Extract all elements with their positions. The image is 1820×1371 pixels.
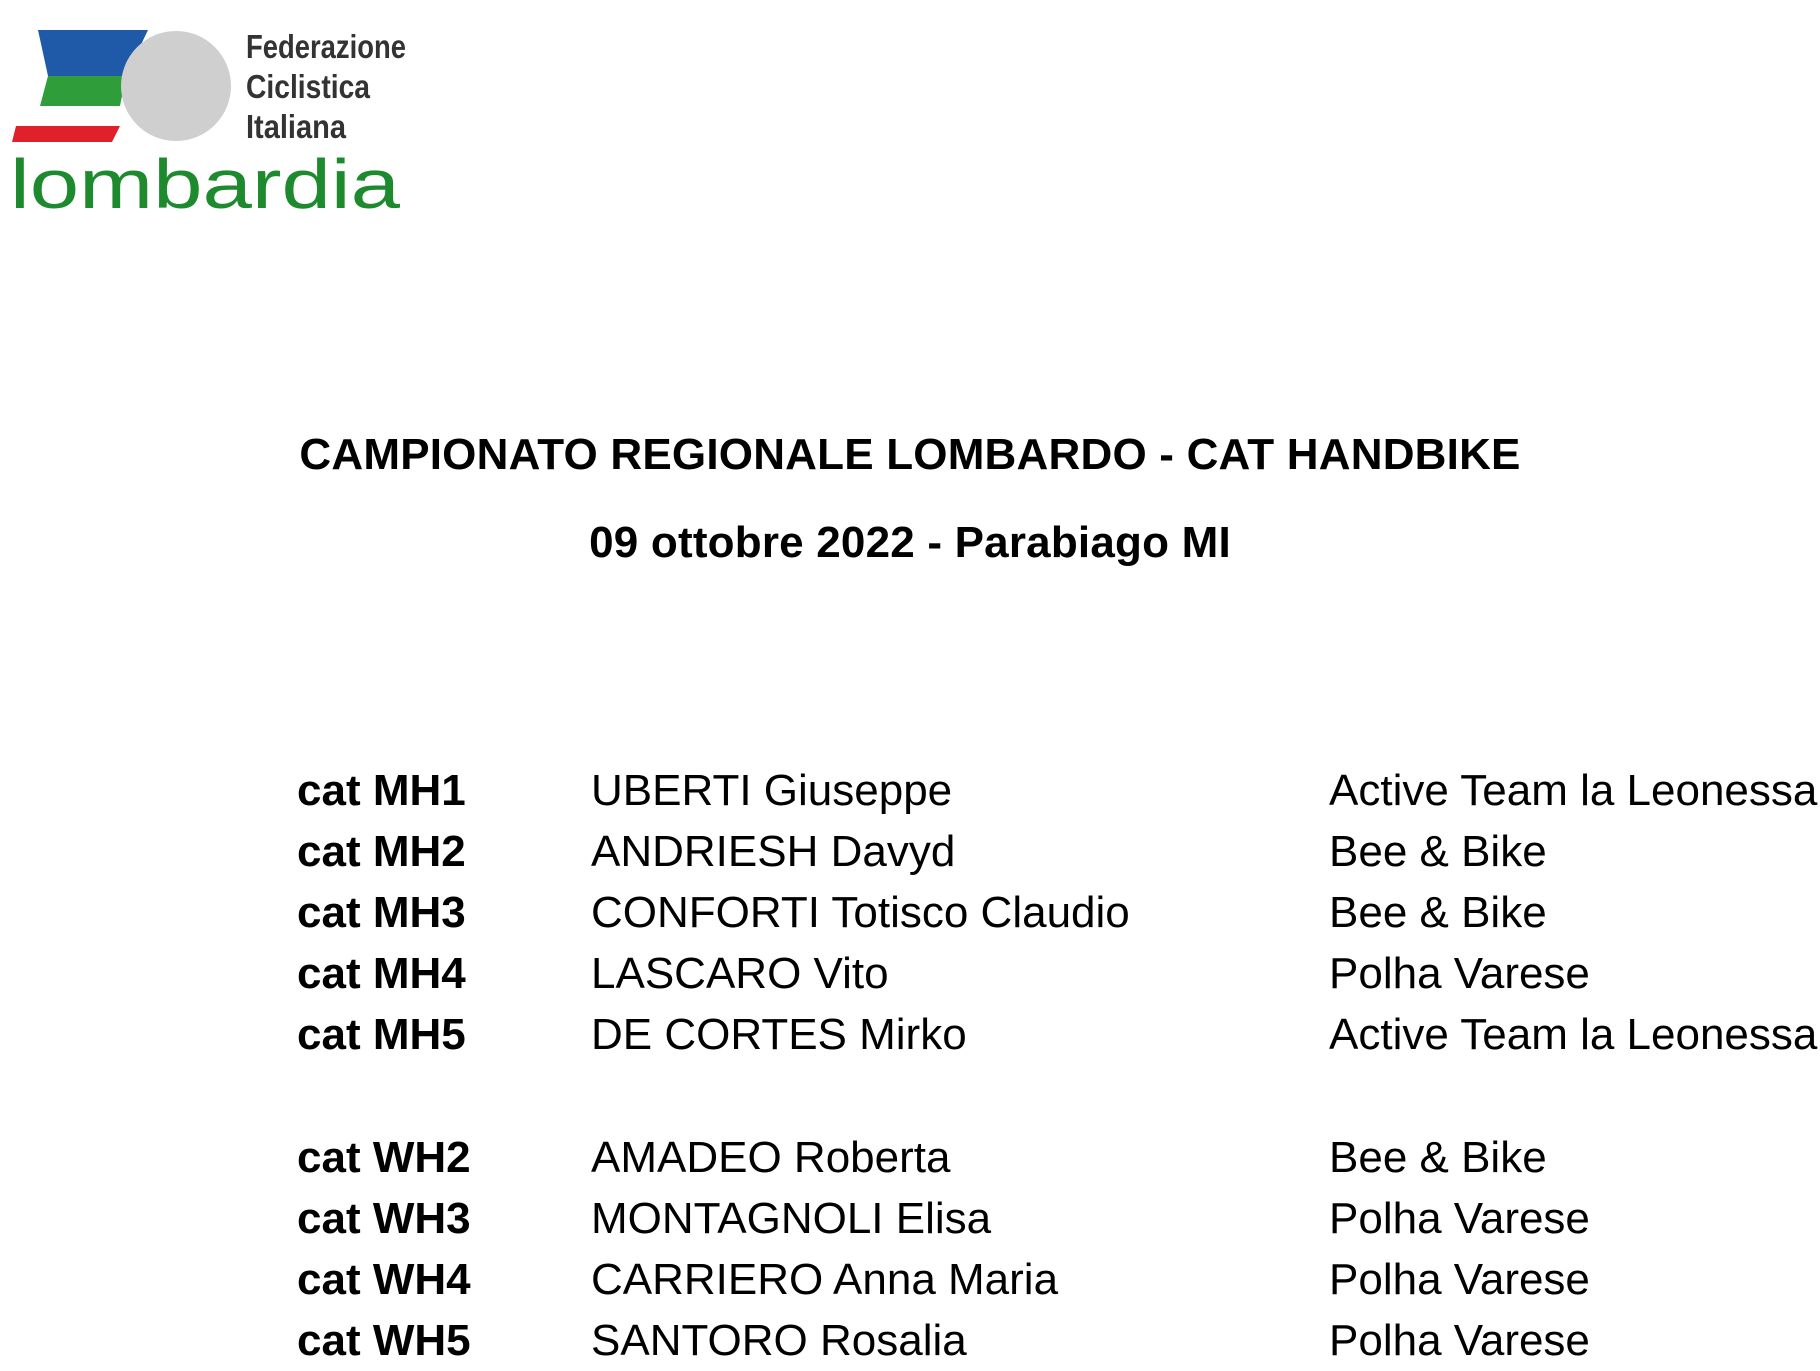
athlete-name: CARRIERO Anna Maria xyxy=(591,1255,1059,1304)
team-name: Polha Varese xyxy=(1329,949,1590,998)
category-label: cat MH2 xyxy=(297,827,466,876)
result-row-mh3 xyxy=(297,882,1820,943)
logo-red-stripe xyxy=(12,126,120,142)
team-name: Active Team la Leonessa xyxy=(1329,1010,1818,1059)
result-row-wh4 xyxy=(297,1249,1820,1310)
athlete-name: CONFORTI Totisco Claudio xyxy=(591,888,1130,937)
category-label: cat WH5 xyxy=(297,1316,471,1365)
team-name: Bee & Bike xyxy=(1329,827,1547,876)
logo-grey-circle xyxy=(121,31,231,141)
athlete-name: AMADEO Roberta xyxy=(591,1133,951,1182)
team-name: Bee & Bike xyxy=(1329,888,1547,937)
athlete-name: ANDRIESH Davyd xyxy=(591,827,956,876)
logo-line-federazione: Federazione xyxy=(246,28,406,65)
result-row-mh1 xyxy=(297,760,1820,821)
team-name: Polha Varese xyxy=(1329,1194,1590,1243)
logo-region-lombardia: lombardia xyxy=(10,145,401,223)
category-label: cat WH2 xyxy=(297,1133,471,1182)
page-title: CAMPIONATO REGIONALE LOMBARDO - CAT HANDBIKE xyxy=(299,430,1521,479)
logo-green-stripe xyxy=(40,76,126,106)
result-row-mh2 xyxy=(297,821,1820,882)
team-name: Bee & Bike xyxy=(1329,1133,1547,1182)
team-name: Active Team la Leonessa xyxy=(1329,766,1818,815)
category-label: cat WH3 xyxy=(297,1194,471,1243)
group-spacer xyxy=(297,1065,1820,1127)
logo-line-ciclistica: Ciclistica xyxy=(246,68,371,105)
result-row-wh3 xyxy=(297,1188,1820,1249)
results-list xyxy=(297,760,1820,1371)
result-row-mh5 xyxy=(297,1004,1820,1065)
athlete-name: SANTORO Rosalia xyxy=(591,1316,967,1365)
category-label: cat MH3 xyxy=(297,888,466,937)
fci-logo-graphic xyxy=(8,18,408,223)
logo-line-italiana: Italiana xyxy=(246,108,347,145)
result-row-wh5 xyxy=(297,1310,1820,1371)
category-label: cat MH1 xyxy=(297,766,466,815)
category-label: cat MH4 xyxy=(297,949,466,998)
athlete-name: DE CORTES Mirko xyxy=(591,1010,967,1059)
event-date-place: 09 ottobre 2022 - Parabiago MI xyxy=(589,518,1231,567)
athlete-name: MONTAGNOLI Elisa xyxy=(591,1194,992,1243)
team-name: Polha Varese xyxy=(1329,1255,1590,1304)
result-row-mh4 xyxy=(297,943,1820,1004)
category-label: cat WH4 xyxy=(297,1255,471,1304)
athlete-name: LASCARO Vito xyxy=(591,949,889,998)
athlete-name: UBERTI Giuseppe xyxy=(591,766,953,815)
fci-lombardia-logo xyxy=(8,18,408,223)
result-row-wh2 xyxy=(297,1127,1820,1188)
team-name: Polha Varese xyxy=(1329,1316,1590,1365)
category-label: cat MH5 xyxy=(297,1010,466,1059)
